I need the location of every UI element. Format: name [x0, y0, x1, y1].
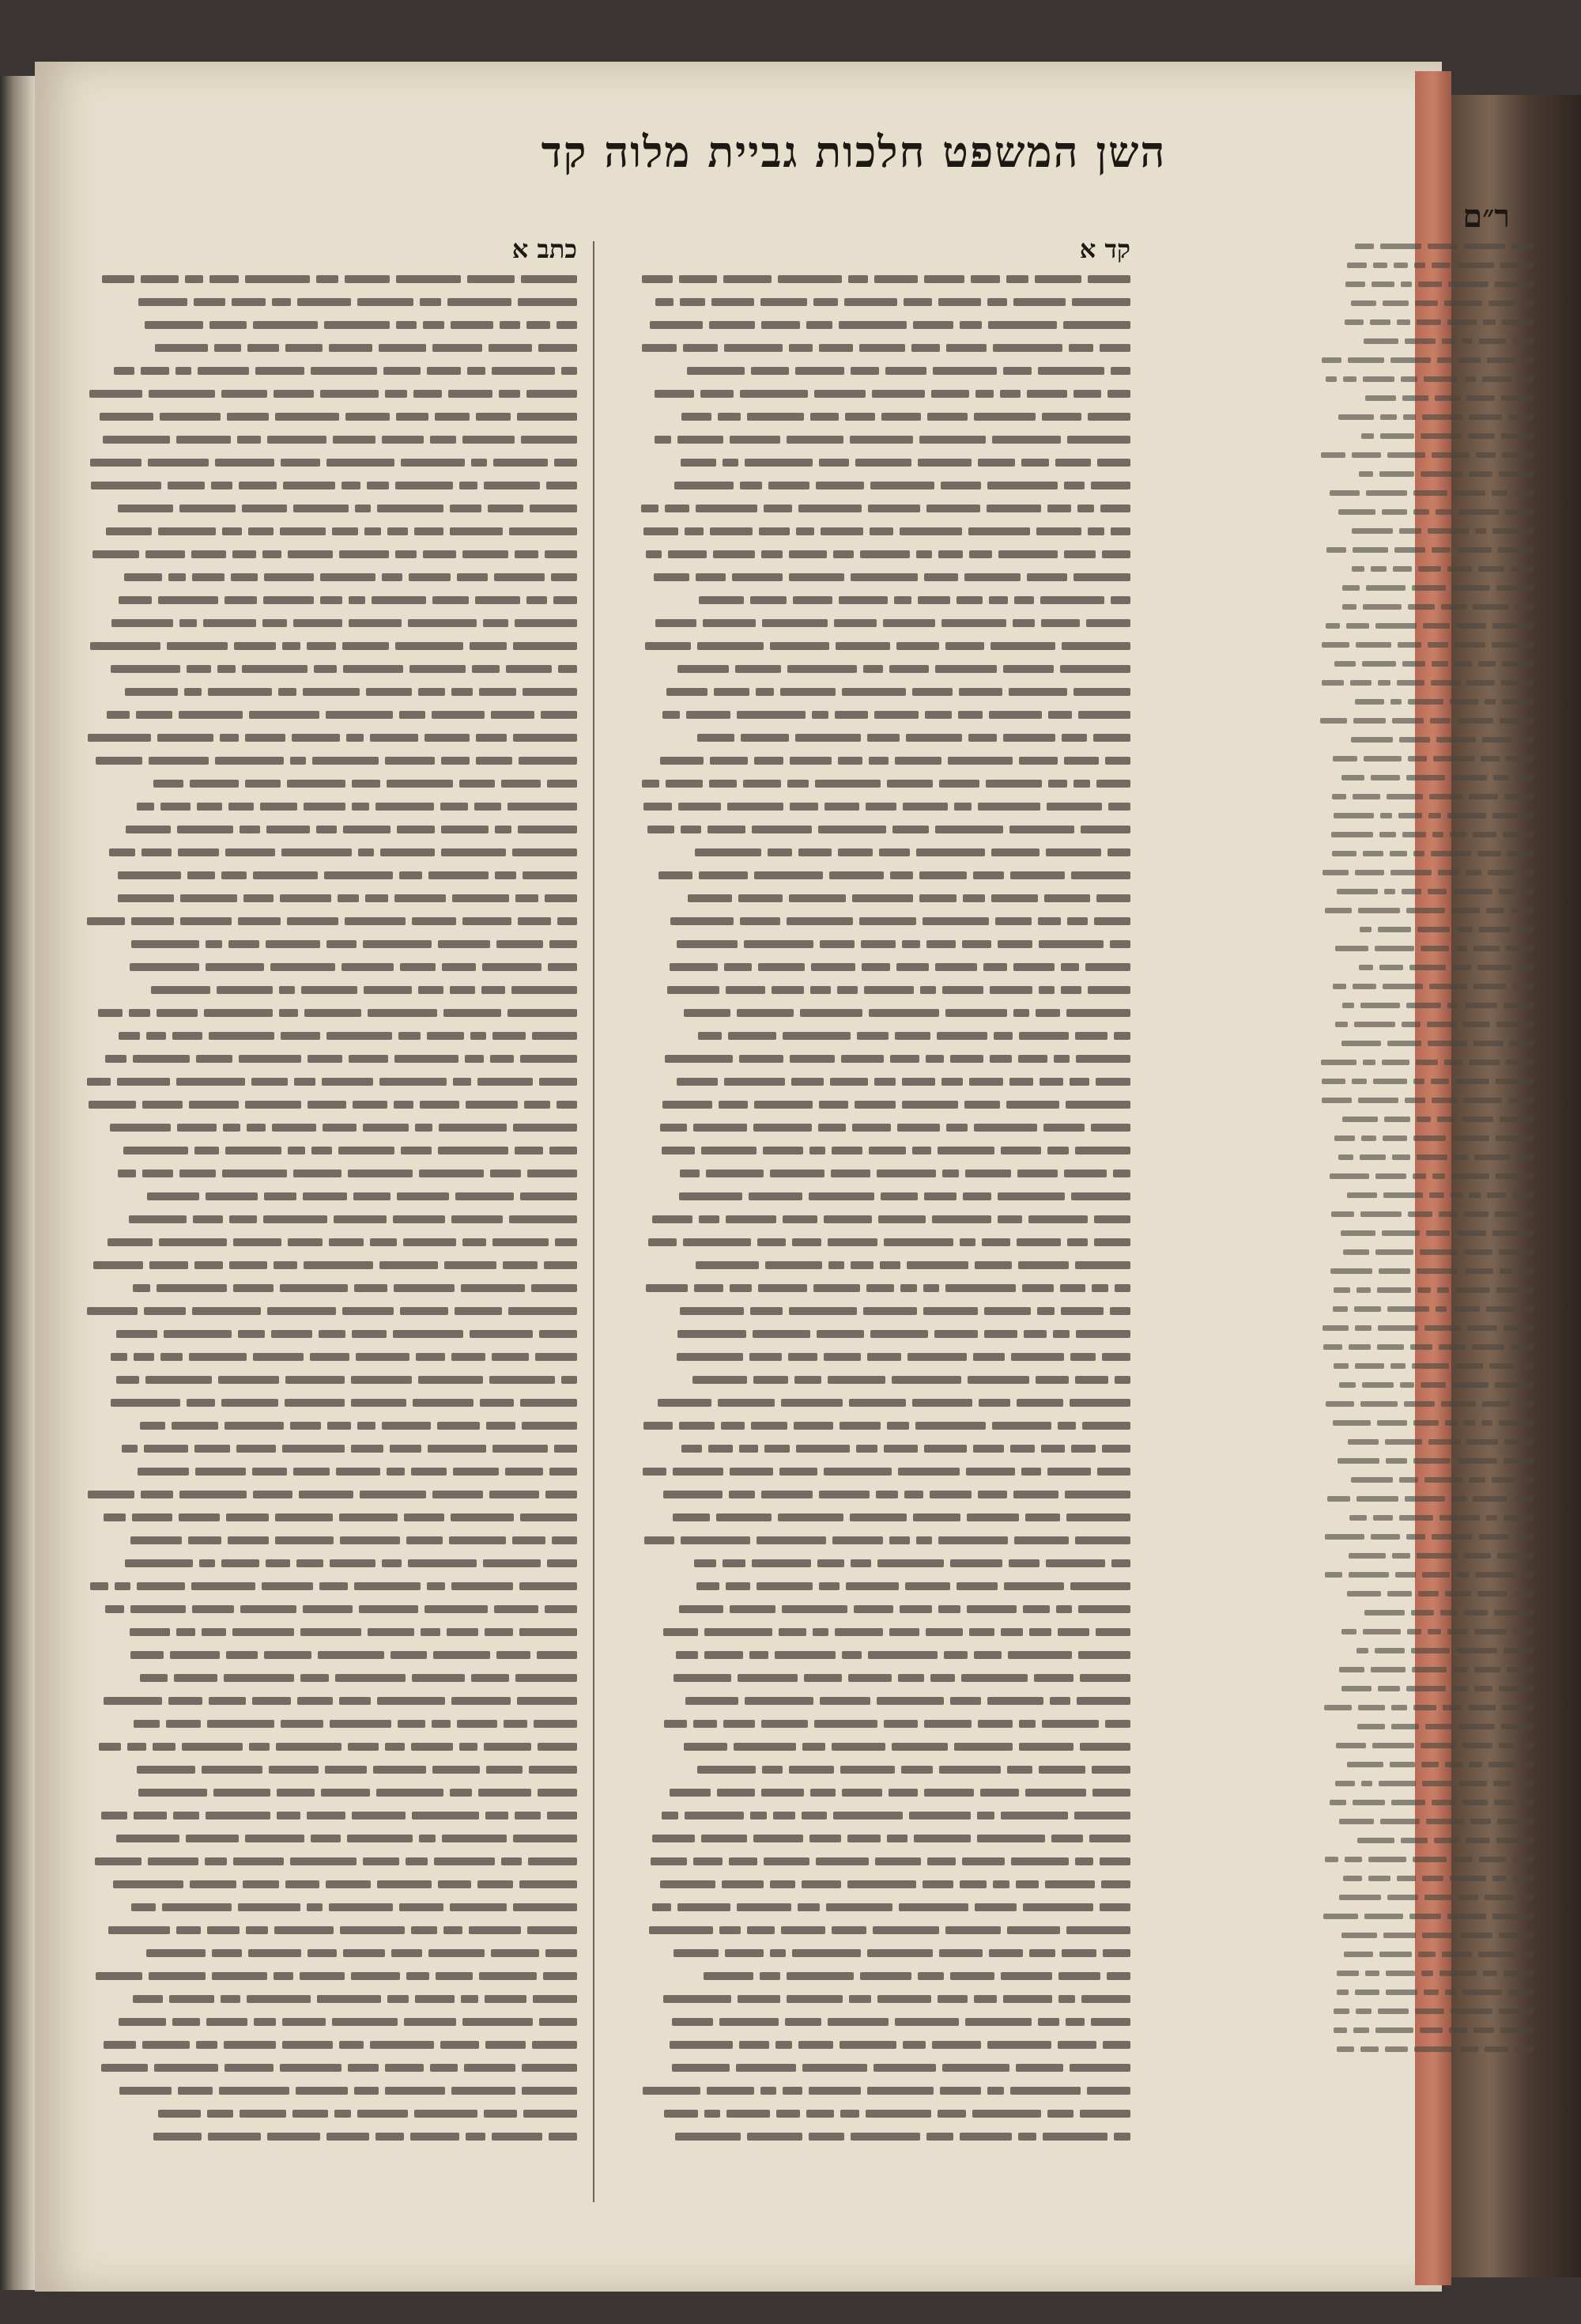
text-line	[71, 2079, 577, 2102]
text-line	[624, 2033, 1130, 2056]
gloss-line	[1312, 977, 1534, 992]
text-line	[71, 1529, 577, 1551]
text-line	[624, 290, 1130, 313]
text-line	[624, 1345, 1130, 1368]
gloss-line	[1312, 1015, 1534, 1030]
gloss-line	[1312, 1699, 1534, 1713]
text-line	[624, 1987, 1130, 2010]
gloss-line	[1312, 1357, 1534, 1371]
text-line	[624, 2102, 1130, 2125]
gloss-line	[1312, 1262, 1534, 1276]
text-line	[71, 1827, 577, 1850]
text-line	[71, 1551, 577, 1574]
text-line	[71, 1299, 577, 1322]
text-line	[624, 1414, 1130, 1437]
text-line	[71, 1322, 577, 1345]
text-line	[71, 1666, 577, 1689]
text-line	[624, 313, 1130, 336]
gloss-line	[1312, 484, 1534, 498]
gloss-line	[1312, 1926, 1534, 1940]
text-line	[71, 932, 577, 955]
gloss-line	[1312, 655, 1534, 669]
text-line	[624, 1735, 1130, 1758]
gloss-line	[1312, 1148, 1534, 1162]
text-line	[624, 1712, 1130, 1735]
text-line	[624, 1574, 1130, 1597]
text-line	[71, 1070, 577, 1093]
main-text-block	[71, 225, 1130, 2226]
gloss-line	[1312, 1547, 1534, 1561]
text-line	[624, 1781, 1130, 1804]
text-line	[71, 1162, 577, 1185]
text-line	[71, 1872, 577, 1895]
gloss-line	[1312, 237, 1534, 251]
text-line	[624, 1872, 1130, 1895]
text-line	[71, 565, 577, 588]
text-line	[624, 680, 1130, 703]
gloss-line	[1312, 807, 1534, 821]
text-line	[71, 841, 577, 863]
gloss-line	[1312, 1034, 1534, 1049]
facing-page-edge	[0, 76, 35, 2290]
text-line	[71, 382, 577, 405]
gloss-line	[1312, 863, 1534, 878]
text-line	[624, 1185, 1130, 1207]
text-line	[71, 474, 577, 497]
text-line	[71, 1483, 577, 1506]
text-line	[71, 1391, 577, 1414]
text-line	[624, 1643, 1130, 1666]
text-line	[71, 428, 577, 451]
gloss-line	[1312, 2040, 1534, 2054]
text-line	[624, 1207, 1130, 1230]
text-line	[71, 1574, 577, 1597]
text-line	[71, 1116, 577, 1139]
text-line	[71, 978, 577, 1001]
text-line	[624, 795, 1130, 818]
text-line	[624, 909, 1130, 932]
text-line	[624, 1070, 1130, 1093]
text-line	[71, 634, 577, 657]
text-line	[71, 680, 577, 703]
gloss-line	[1312, 712, 1534, 726]
text-line	[71, 795, 577, 818]
text-line	[624, 1116, 1130, 1139]
text-line	[71, 1964, 577, 1987]
text-line	[71, 497, 577, 520]
text-line	[624, 1689, 1130, 1712]
text-line	[71, 1804, 577, 1827]
gloss-line	[1312, 1774, 1534, 1789]
gloss-line	[1312, 1661, 1534, 1675]
gloss-line	[1312, 351, 1534, 365]
gloss-line	[1312, 958, 1534, 973]
column-divider	[593, 241, 594, 2202]
gloss-line	[1312, 446, 1534, 460]
gloss-line	[1312, 294, 1534, 308]
text-line	[71, 1987, 577, 2010]
gloss-line	[1312, 1964, 1534, 1978]
gloss-line	[1312, 1281, 1534, 1295]
gloss-line	[1312, 1243, 1534, 1257]
text-line	[71, 1024, 577, 1047]
text-line	[71, 1918, 577, 1941]
text-line	[624, 1093, 1130, 1116]
text-line	[624, 772, 1130, 795]
text-line	[624, 1024, 1130, 1047]
text-line	[71, 1437, 577, 1460]
text-line	[624, 405, 1130, 428]
text-line	[71, 1185, 577, 1207]
text-column-right	[624, 225, 1130, 2226]
text-line	[71, 1895, 577, 1918]
gloss-line	[1312, 1812, 1534, 1827]
gloss-line	[1312, 731, 1534, 745]
text-line	[71, 1368, 577, 1391]
gloss-line	[1312, 1186, 1534, 1200]
gloss-line	[1312, 788, 1534, 802]
gloss-line	[1312, 996, 1534, 1011]
gloss-line	[1312, 939, 1534, 954]
gloss-line	[1312, 313, 1534, 327]
text-line	[624, 1529, 1130, 1551]
gloss-line	[1312, 901, 1534, 916]
text-line	[71, 726, 577, 749]
text-line	[71, 611, 577, 634]
text-line	[71, 2010, 577, 2033]
text-line	[71, 1207, 577, 1230]
text-column-left	[71, 225, 577, 2226]
text-line	[624, 1620, 1130, 1643]
text-line	[624, 336, 1130, 359]
gloss-line	[1312, 1091, 1534, 1105]
text-line	[624, 2125, 1130, 2148]
text-line	[71, 1781, 577, 1804]
text-line	[71, 1620, 577, 1643]
text-line	[71, 1253, 577, 1276]
text-line	[624, 1941, 1130, 1964]
folio-number: ר״ם	[1462, 198, 1510, 235]
text-line	[624, 359, 1130, 382]
text-line	[71, 336, 577, 359]
gloss-line	[1312, 1623, 1534, 1637]
text-line	[71, 1230, 577, 1253]
gloss-line	[1312, 1338, 1534, 1352]
text-line	[624, 1506, 1130, 1529]
text-line	[71, 909, 577, 932]
gloss-line	[1312, 256, 1534, 270]
gloss-line	[1312, 1319, 1534, 1333]
text-line	[71, 451, 577, 474]
gloss-line	[1312, 1528, 1534, 1542]
text-line	[624, 1666, 1130, 1689]
text-line	[71, 818, 577, 841]
text-line	[624, 1047, 1130, 1070]
text-line	[624, 2010, 1130, 2033]
gloss-line	[1312, 693, 1534, 707]
text-line	[624, 978, 1130, 1001]
text-line	[71, 1414, 577, 1437]
gloss-line	[1312, 1736, 1534, 1751]
text-line	[624, 611, 1130, 634]
gloss-line	[1312, 1072, 1534, 1086]
text-line	[71, 1712, 577, 1735]
text-line	[71, 1850, 577, 1872]
text-line	[71, 2056, 577, 2079]
text-line	[71, 886, 577, 909]
section-heading: כתב א	[511, 234, 577, 264]
text-line	[71, 588, 577, 611]
gloss-line	[1312, 1395, 1534, 1409]
gloss-line	[1312, 1452, 1534, 1466]
text-line	[71, 542, 577, 565]
text-line	[71, 290, 577, 313]
gloss-line	[1312, 617, 1534, 631]
text-line	[71, 2125, 577, 2148]
gloss-line	[1312, 769, 1534, 783]
text-line	[624, 428, 1130, 451]
text-line	[71, 772, 577, 795]
gloss-line	[1312, 1509, 1534, 1523]
gloss-line	[1312, 750, 1534, 764]
text-line	[71, 1506, 577, 1529]
text-line	[71, 703, 577, 726]
gloss-line	[1312, 1945, 1534, 1959]
text-line	[624, 1827, 1130, 1850]
text-line	[624, 520, 1130, 542]
text-line	[71, 1758, 577, 1781]
gloss-line	[1312, 1831, 1534, 1846]
text-line	[624, 1460, 1130, 1483]
text-line	[624, 382, 1130, 405]
gloss-line	[1312, 1300, 1534, 1314]
text-line	[624, 267, 1130, 290]
gloss-line	[1312, 1793, 1534, 1808]
text-line	[624, 703, 1130, 726]
text-line	[624, 1253, 1130, 1276]
gloss-line	[1312, 465, 1534, 479]
text-line	[71, 1139, 577, 1162]
text-line	[624, 1551, 1130, 1574]
gloss-line	[1312, 1642, 1534, 1656]
gloss-line	[1312, 503, 1534, 517]
gloss-line	[1312, 1604, 1534, 1618]
text-line	[71, 863, 577, 886]
text-line	[71, 520, 577, 542]
gloss-line	[1312, 1907, 1534, 1922]
gloss-line	[1312, 1566, 1534, 1580]
text-line	[71, 2033, 577, 2056]
text-line	[71, 955, 577, 978]
running-title: השן המשפט חלכות גביית מלוה קד	[541, 127, 1167, 177]
gloss-line	[1312, 826, 1534, 840]
text-line	[624, 1322, 1130, 1345]
gloss-line	[1312, 370, 1534, 384]
gloss-line	[1312, 1414, 1534, 1428]
text-line	[71, 1093, 577, 1116]
gloss-line	[1312, 332, 1534, 346]
gloss-line	[1312, 1717, 1534, 1732]
text-line	[624, 542, 1130, 565]
text-line	[624, 726, 1130, 749]
text-line	[71, 1001, 577, 1024]
text-line	[624, 1230, 1130, 1253]
text-line	[71, 313, 577, 336]
text-line	[624, 2079, 1130, 2102]
page-header	[348, 127, 1360, 198]
section-heading: קד א	[1079, 234, 1130, 264]
text-line	[71, 1643, 577, 1666]
text-line	[624, 932, 1130, 955]
gloss-line	[1312, 541, 1534, 555]
gloss-line	[1312, 1433, 1534, 1447]
text-line	[71, 1276, 577, 1299]
gloss-line	[1312, 560, 1534, 574]
gloss-line	[1312, 1585, 1534, 1599]
text-line	[624, 1276, 1130, 1299]
text-line	[71, 657, 577, 680]
text-line	[624, 1918, 1130, 1941]
gloss-line	[1312, 882, 1534, 897]
gloss-line	[1312, 674, 1534, 688]
text-line	[624, 497, 1130, 520]
gloss-line	[1312, 389, 1534, 403]
text-line	[624, 2056, 1130, 2079]
gloss-line	[1312, 2002, 1534, 2016]
text-line	[71, 405, 577, 428]
text-line	[71, 1735, 577, 1758]
text-line	[71, 1941, 577, 1964]
text-line	[624, 634, 1130, 657]
text-line	[624, 1391, 1130, 1414]
text-line	[624, 1964, 1130, 1987]
text-line	[624, 451, 1130, 474]
gloss-line	[1312, 920, 1534, 935]
text-line	[71, 1460, 577, 1483]
text-line	[624, 1483, 1130, 1506]
gloss-line	[1312, 1205, 1534, 1219]
text-line	[624, 1368, 1130, 1391]
text-line	[71, 359, 577, 382]
gloss-line	[1312, 1869, 1534, 1884]
text-line	[624, 1895, 1130, 1918]
text-line	[71, 267, 577, 290]
text-line	[71, 1345, 577, 1368]
text-line	[624, 749, 1130, 772]
text-line	[624, 818, 1130, 841]
gloss-line	[1312, 522, 1534, 536]
gloss-line	[1312, 1053, 1534, 1068]
text-line	[624, 863, 1130, 886]
text-line	[71, 1047, 577, 1070]
text-line	[71, 1597, 577, 1620]
text-line	[624, 886, 1130, 909]
text-line	[624, 1850, 1130, 1872]
gloss-line	[1312, 1680, 1534, 1694]
gloss-line	[1312, 427, 1534, 441]
text-line	[624, 1139, 1130, 1162]
text-line	[624, 1001, 1130, 1024]
text-line	[71, 1689, 577, 1712]
gloss-line	[1312, 1490, 1534, 1504]
text-line	[71, 749, 577, 772]
text-line	[624, 841, 1130, 863]
gloss-line	[1312, 1167, 1534, 1181]
gloss-line	[1312, 2021, 1534, 2035]
text-line	[624, 657, 1130, 680]
text-line	[624, 1758, 1130, 1781]
gloss-line	[1312, 598, 1534, 612]
gloss-line	[1312, 275, 1534, 289]
text-line	[624, 565, 1130, 588]
text-line	[624, 474, 1130, 497]
margin-gloss-column	[1312, 237, 1534, 2072]
gloss-line	[1312, 636, 1534, 650]
text-line	[624, 588, 1130, 611]
text-line	[624, 1299, 1130, 1322]
text-line	[624, 955, 1130, 978]
text-line	[624, 1597, 1130, 1620]
gloss-line	[1312, 408, 1534, 422]
text-line	[71, 2102, 577, 2125]
gloss-line	[1312, 1471, 1534, 1485]
gloss-line	[1312, 1376, 1534, 1390]
gloss-line	[1312, 1129, 1534, 1143]
gloss-line	[1312, 1110, 1534, 1124]
gloss-line	[1312, 845, 1534, 859]
gloss-line	[1312, 1755, 1534, 1770]
gloss-line	[1312, 579, 1534, 593]
gloss-line	[1312, 1224, 1534, 1238]
text-line	[624, 1804, 1130, 1827]
gloss-line	[1312, 1850, 1534, 1865]
gloss-line	[1312, 1888, 1534, 1903]
gloss-line	[1312, 1983, 1534, 1997]
text-line	[624, 1162, 1130, 1185]
text-line	[624, 1437, 1130, 1460]
